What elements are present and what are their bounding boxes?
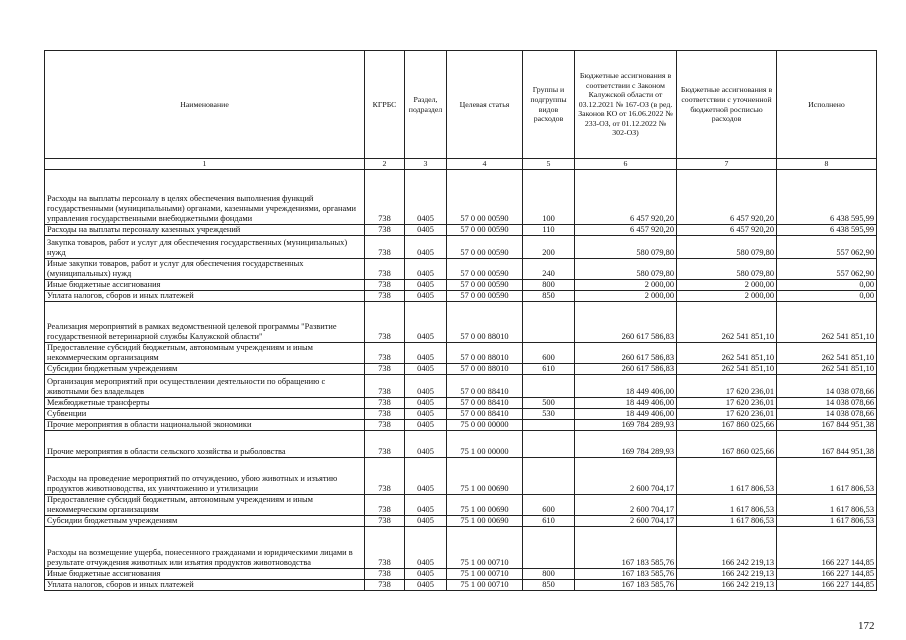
- row-razdel-cell: 0405: [405, 516, 447, 527]
- column-number: 6: [575, 159, 677, 170]
- row-executed-cell: 557 062,90: [777, 259, 877, 280]
- row-target-cell: 57 0 00 88010: [447, 302, 523, 343]
- row-kgrbs-cell: 738: [365, 302, 405, 343]
- row-executed-cell: 6 438 595,99: [777, 225, 877, 236]
- row-budget-law-cell: 2 600 704,17: [575, 516, 677, 527]
- row-kgrbs-cell: 738: [365, 225, 405, 236]
- row-name-cell: Предоставление субсидий бюджетным, автономным учреждениям и иным некоммерческим организациям: [45, 343, 365, 364]
- row-razdel-cell: 0405: [405, 259, 447, 280]
- column-number: 4: [447, 159, 523, 170]
- row-executed-cell: 166 227 144,85: [777, 527, 877, 569]
- row-kgrbs-cell: 738: [365, 375, 405, 398]
- row-name-cell: Организация мероприятий при осуществлении деятельности по обращению с животными без владельцев: [45, 375, 365, 398]
- row-budget-refined-cell: 167 860 025,66: [677, 431, 777, 458]
- row-budget-refined-cell: 262 541 851,10: [677, 302, 777, 343]
- row-budget-refined-cell: 17 620 236,01: [677, 398, 777, 409]
- table-row: [45, 302, 877, 343]
- row-razdel-cell: 0405: [405, 343, 447, 364]
- row-name-cell: Иные закупки товаров, работ и услуг для обеспечения государственных (муниципальных) нужд: [45, 259, 365, 280]
- row-kgrbs-cell: 738: [365, 580, 405, 591]
- row-razdel-cell: 0405: [405, 409, 447, 420]
- table-row: [45, 343, 877, 364]
- row-group-cell: 610: [523, 364, 575, 375]
- row-kgrbs-cell: 738: [365, 236, 405, 259]
- row-name-cell: Межбюджетные трансферты: [45, 398, 365, 409]
- header-budget-refined: Бюджетные ассигнования в соответствии с уточненной бюджетной росписью расходов: [677, 51, 777, 159]
- table-row: [45, 420, 877, 431]
- row-kgrbs-cell: 738: [365, 398, 405, 409]
- row-group-cell: 200: [523, 236, 575, 259]
- row-group-cell: 850: [523, 291, 575, 302]
- table-row: [45, 398, 877, 409]
- row-budget-law-cell: 260 617 586,83: [575, 364, 677, 375]
- table-row: [45, 280, 877, 291]
- row-group-cell: 530: [523, 409, 575, 420]
- column-number: 1: [45, 159, 365, 170]
- row-kgrbs-cell: 738: [365, 527, 405, 569]
- row-budget-law-cell: 580 079,80: [575, 236, 677, 259]
- row-executed-cell: 262 541 851,10: [777, 343, 877, 364]
- table-row: [45, 375, 877, 398]
- row-name-cell: Закупка товаров, работ и услуг для обеспечения государственных (муниципальных) нужд: [45, 236, 365, 259]
- row-executed-cell: 1 617 806,53: [777, 516, 877, 527]
- row-budget-law-cell: 2 000,00: [575, 291, 677, 302]
- row-name-cell: Уплата налогов, сборов и иных платежей: [45, 580, 365, 591]
- row-executed-cell: 6 438 595,99: [777, 170, 877, 225]
- row-kgrbs-cell: 738: [365, 343, 405, 364]
- row-razdel-cell: 0405: [405, 302, 447, 343]
- row-budget-refined-cell: 1 617 806,53: [677, 495, 777, 516]
- row-kgrbs-cell: 738: [365, 291, 405, 302]
- row-name-cell: Прочие мероприятия в области сельского хозяйства и рыболовства: [45, 431, 365, 458]
- table-row: [45, 527, 877, 569]
- header-target: Целевая статья: [447, 51, 523, 159]
- row-razdel-cell: 0405: [405, 580, 447, 591]
- row-name-cell: Расходы на проведение мероприятий по отчуждению, убою животных и изъятию продуктов животноводства, их уничтожению и утилизации: [45, 458, 365, 495]
- row-name-cell: Субсидии бюджетным учреждениям: [45, 516, 365, 527]
- row-razdel-cell: 0405: [405, 170, 447, 225]
- row-razdel-cell: 0405: [405, 398, 447, 409]
- row-group-cell: 600: [523, 343, 575, 364]
- row-executed-cell: 166 227 144,85: [777, 580, 877, 591]
- header-executed: Исполнено: [777, 51, 877, 159]
- row-group-cell: 600: [523, 495, 575, 516]
- row-razdel-cell: 0405: [405, 225, 447, 236]
- row-budget-refined-cell: 262 541 851,10: [677, 364, 777, 375]
- row-name-cell: Прочие мероприятия в области национальной экономики: [45, 420, 365, 431]
- row-kgrbs-cell: 738: [365, 458, 405, 495]
- row-budget-law-cell: 6 457 920,20: [575, 170, 677, 225]
- row-budget-law-cell: 6 457 920,20: [575, 225, 677, 236]
- row-budget-refined-cell: 166 242 219,13: [677, 580, 777, 591]
- column-number: 2: [365, 159, 405, 170]
- row-executed-cell: 0,00: [777, 280, 877, 291]
- row-razdel-cell: 0405: [405, 458, 447, 495]
- column-number: 8: [777, 159, 877, 170]
- row-executed-cell: 14 038 078,66: [777, 398, 877, 409]
- row-budget-law-cell: 169 784 289,93: [575, 420, 677, 431]
- row-executed-cell: 0,00: [777, 291, 877, 302]
- row-kgrbs-cell: 738: [365, 495, 405, 516]
- column-number: 5: [523, 159, 575, 170]
- header-row: [45, 51, 877, 159]
- row-name-cell: Расходы на выплаты персоналу в целях обеспечения выполнения функций государственными (муниципальными) органами, казенными учреждениями, органами управления государственными внебюджетными фондами: [45, 170, 365, 225]
- row-target-cell: 75 0 00 00000: [447, 420, 523, 431]
- row-budget-refined-cell: 17 620 236,01: [677, 409, 777, 420]
- row-target-cell: 57 0 00 00590: [447, 236, 523, 259]
- row-kgrbs-cell: 738: [365, 569, 405, 580]
- row-name-cell: Иные бюджетные ассигнования: [45, 280, 365, 291]
- row-budget-law-cell: 2 000,00: [575, 280, 677, 291]
- row-budget-law-cell: 260 617 586,83: [575, 343, 677, 364]
- row-budget-law-cell: 260 617 586,83: [575, 302, 677, 343]
- row-group-cell: [523, 458, 575, 495]
- row-budget-refined-cell: 580 079,80: [677, 236, 777, 259]
- row-target-cell: 57 0 00 00590: [447, 280, 523, 291]
- row-budget-refined-cell: 6 457 920,20: [677, 225, 777, 236]
- row-target-cell: 57 0 00 88410: [447, 398, 523, 409]
- row-budget-refined-cell: 166 242 219,13: [677, 527, 777, 569]
- row-budget-law-cell: 580 079,80: [575, 259, 677, 280]
- row-group-cell: 800: [523, 569, 575, 580]
- row-razdel-cell: 0405: [405, 375, 447, 398]
- row-target-cell: 57 0 00 88010: [447, 343, 523, 364]
- header-razdel: Раздел, подраздел: [405, 51, 447, 159]
- row-group-cell: 240: [523, 259, 575, 280]
- row-kgrbs-cell: 738: [365, 364, 405, 375]
- header-groups: Группы и подгруппы видов расходов: [523, 51, 575, 159]
- row-budget-law-cell: 169 784 289,93: [575, 431, 677, 458]
- row-name-cell: Иные бюджетные ассигнования: [45, 569, 365, 580]
- row-razdel-cell: 0405: [405, 431, 447, 458]
- row-executed-cell: 166 227 144,85: [777, 569, 877, 580]
- row-razdel-cell: 0405: [405, 236, 447, 259]
- row-budget-refined-cell: 262 541 851,10: [677, 343, 777, 364]
- row-budget-refined-cell: 1 617 806,53: [677, 458, 777, 495]
- column-number: 7: [677, 159, 777, 170]
- row-group-cell: 800: [523, 280, 575, 291]
- row-razdel-cell: 0405: [405, 495, 447, 516]
- row-budget-law-cell: 167 183 585,76: [575, 527, 677, 569]
- row-razdel-cell: 0405: [405, 364, 447, 375]
- row-target-cell: 75 1 00 00690: [447, 458, 523, 495]
- row-group-cell: 100: [523, 170, 575, 225]
- row-target-cell: 75 1 00 00000: [447, 431, 523, 458]
- table-row: [45, 458, 877, 495]
- budget-table: [44, 50, 877, 591]
- row-group-cell: [523, 302, 575, 343]
- row-executed-cell: 1 617 806,53: [777, 458, 877, 495]
- row-kgrbs-cell: 738: [365, 431, 405, 458]
- row-razdel-cell: 0405: [405, 291, 447, 302]
- row-name-cell: Уплата налогов, сборов и иных платежей: [45, 291, 365, 302]
- row-budget-law-cell: 18 449 406,00: [575, 409, 677, 420]
- row-budget-law-cell: 2 600 704,17: [575, 495, 677, 516]
- row-budget-refined-cell: 17 620 236,01: [677, 375, 777, 398]
- row-kgrbs-cell: 738: [365, 259, 405, 280]
- table-row: [45, 431, 877, 458]
- row-kgrbs-cell: 738: [365, 516, 405, 527]
- table-row: [45, 291, 877, 302]
- row-group-cell: [523, 375, 575, 398]
- row-budget-refined-cell: 2 000,00: [677, 280, 777, 291]
- row-kgrbs-cell: 738: [365, 280, 405, 291]
- row-group-cell: 610: [523, 516, 575, 527]
- row-target-cell: 75 1 00 00710: [447, 569, 523, 580]
- row-executed-cell: 1 617 806,53: [777, 495, 877, 516]
- header-budget-law: Бюджетные ассигнования в соответствии с Законом Калужской области от 03.12.2021 № 167-ОЗ (в ред. Законов КО от 16.06.2022 № 233-ОЗ, от 01.12.2022 № 302-ОЗ): [575, 51, 677, 159]
- table-row: [45, 569, 877, 580]
- row-razdel-cell: 0405: [405, 569, 447, 580]
- row-target-cell: 57 0 00 00590: [447, 291, 523, 302]
- row-kgrbs-cell: 738: [365, 170, 405, 225]
- row-executed-cell: 262 541 851,10: [777, 302, 877, 343]
- row-executed-cell: 167 844 951,38: [777, 431, 877, 458]
- row-target-cell: 75 1 00 00710: [447, 527, 523, 569]
- row-target-cell: 75 1 00 00690: [447, 516, 523, 527]
- row-executed-cell: 14 038 078,66: [777, 375, 877, 398]
- row-target-cell: 57 0 00 00590: [447, 170, 523, 225]
- row-budget-law-cell: 167 183 585,76: [575, 569, 677, 580]
- row-budget-refined-cell: 580 079,80: [677, 259, 777, 280]
- row-name-cell: Субсидии бюджетным учреждениям: [45, 364, 365, 375]
- row-name-cell: Расходы на возмещение ущерба, понесенного гражданами и юридическими лицами в результате отчуждения животных или изъятия продуктов животноводства: [45, 527, 365, 569]
- table-row: [45, 516, 877, 527]
- row-target-cell: 57 0 00 88010: [447, 364, 523, 375]
- row-name-cell: Предоставление субсидий бюджетным, автономным учреждениям и иным некоммерческим организациям: [45, 495, 365, 516]
- row-name-cell: Субвенции: [45, 409, 365, 420]
- table-row: [45, 580, 877, 591]
- row-target-cell: 75 1 00 00690: [447, 495, 523, 516]
- table-row: [45, 236, 877, 259]
- row-razdel-cell: 0405: [405, 280, 447, 291]
- row-budget-refined-cell: 2 000,00: [677, 291, 777, 302]
- row-group-cell: [523, 420, 575, 431]
- page-number: 172: [858, 620, 875, 632]
- row-executed-cell: 167 844 951,38: [777, 420, 877, 431]
- table-row: [45, 170, 877, 225]
- row-target-cell: 57 0 00 00590: [447, 259, 523, 280]
- row-budget-law-cell: 18 449 406,00: [575, 375, 677, 398]
- row-budget-refined-cell: 166 242 219,13: [677, 569, 777, 580]
- row-executed-cell: 557 062,90: [777, 236, 877, 259]
- row-razdel-cell: 0405: [405, 420, 447, 431]
- row-group-cell: [523, 527, 575, 569]
- row-executed-cell: 262 541 851,10: [777, 364, 877, 375]
- row-executed-cell: 14 038 078,66: [777, 409, 877, 420]
- row-razdel-cell: 0405: [405, 527, 447, 569]
- row-target-cell: 57 0 00 88410: [447, 409, 523, 420]
- table-row: [45, 364, 877, 375]
- row-budget-refined-cell: 167 860 025,66: [677, 420, 777, 431]
- row-budget-law-cell: 167 183 585,76: [575, 580, 677, 591]
- row-budget-refined-cell: 1 617 806,53: [677, 516, 777, 527]
- row-group-cell: 850: [523, 580, 575, 591]
- row-group-cell: [523, 431, 575, 458]
- row-name-cell: Реализация мероприятий в рамках ведомственной целевой программы "Развитие государственной ветеринарной службы Калужской области": [45, 302, 365, 343]
- table-row: [45, 225, 877, 236]
- column-number: 3: [405, 159, 447, 170]
- row-target-cell: 75 1 00 00710: [447, 580, 523, 591]
- row-target-cell: 57 0 00 88410: [447, 375, 523, 398]
- row-group-cell: 110: [523, 225, 575, 236]
- row-kgrbs-cell: 738: [365, 409, 405, 420]
- table-row: [45, 495, 877, 516]
- table-row: [45, 259, 877, 280]
- column-number-row: [45, 159, 877, 170]
- row-budget-law-cell: 18 449 406,00: [575, 398, 677, 409]
- row-group-cell: 500: [523, 398, 575, 409]
- header-name: Наименование: [45, 51, 365, 159]
- row-name-cell: Расходы на выплаты персоналу казенных учреждений: [45, 225, 365, 236]
- table-row: [45, 409, 877, 420]
- row-kgrbs-cell: 738: [365, 420, 405, 431]
- row-budget-refined-cell: 6 457 920,20: [677, 170, 777, 225]
- header-kgrbs: КГРБС: [365, 51, 405, 159]
- row-target-cell: 57 0 00 00590: [447, 225, 523, 236]
- table-body: [45, 170, 877, 591]
- row-budget-law-cell: 2 600 704,17: [575, 458, 677, 495]
